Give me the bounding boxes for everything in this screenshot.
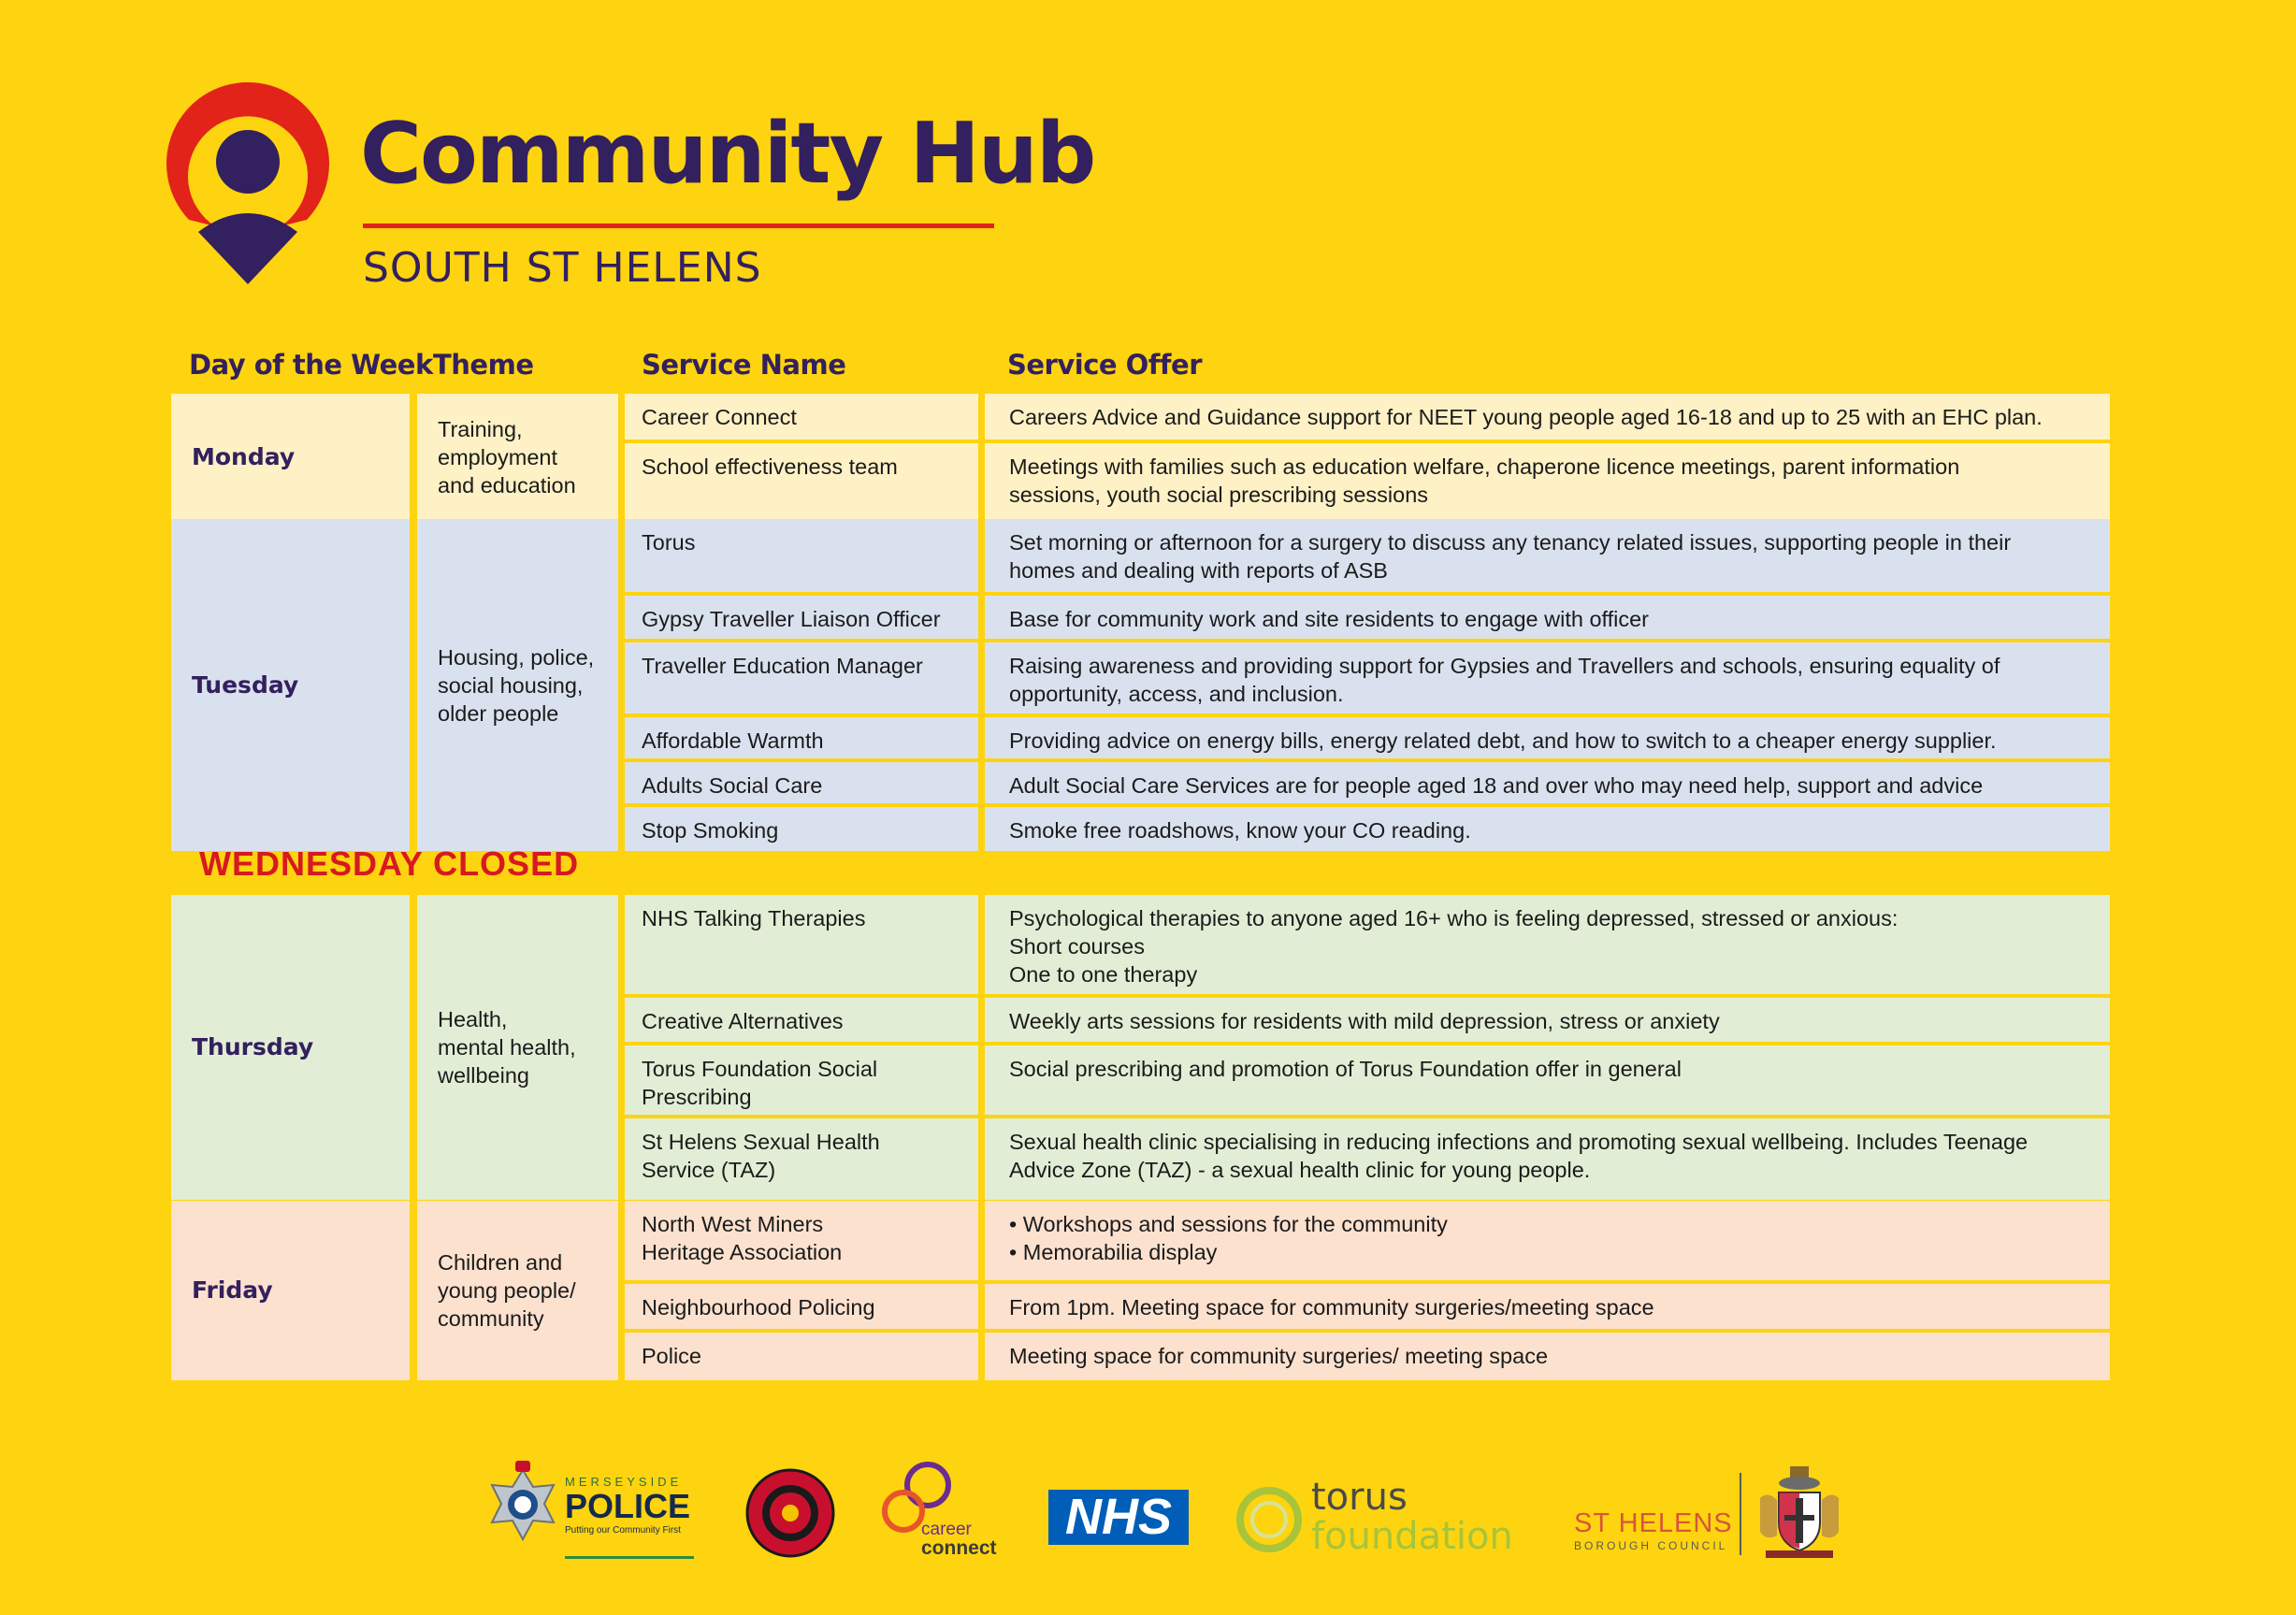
service-offer-cell: Sexual health clinic specialising in reducing infections and promoting sexual wellbeing. Includes Teenage Advice Zone (TAZ) - a sexual health clinic for young people. [985,1118,2110,1200]
service-name-cell: Stop Smoking [625,807,978,851]
council-line1: ST HELENS [1574,1508,1733,1538]
police-tagline: Putting our Community First [565,1525,681,1536]
theme-cell-tuesday: Housing, police, social housing, older people [417,519,618,851]
service-offer-cell: Raising awareness and providing support for Gypsies and Travellers and schools, ensuring equality of opportunity, access, and inclusion. [985,642,2110,714]
torus-foundation-logo [1311,1478,1513,1556]
service-name-cell: Creative Alternatives [625,998,978,1042]
career-connect-line2: connect [921,1537,997,1559]
service-offer-cell: Meetings with families such as education welfare, chaperone licence meetings, parent information sessions, youth social prescribing sessions [985,443,2110,520]
column-header-day: Day of the Week [189,349,433,381]
service-offer-cell: • Workshops and sessions for the community • Memorabilia display [985,1201,2110,1280]
theme-cell-friday: Children and young people/ community [417,1201,618,1380]
career-connect-logo [921,1521,997,1558]
service-name-cell: Affordable Warmth [625,717,978,758]
service-name-cell: Police [625,1333,978,1380]
theme-cell-thursday: Health, mental health, wellbeing [417,895,618,1200]
theme-cell-monday: Training, employment and education [417,394,618,520]
wednesday-closed-notice: WEDNESDAY CLOSED [199,844,580,883]
day-cell-friday: Friday [171,1201,410,1380]
community-hub-pin-icon [159,75,337,292]
service-offer-cell: Social prescribing and promotion of Torus Foundation offer in general [985,1045,2110,1115]
page-title: Community Hub [360,105,1095,203]
career-connect-line1: career [921,1520,972,1539]
service-offer-cell: Providing advice on energy bills, energy related debt, and how to switch to a cheaper energy supplier. [985,717,2110,758]
column-header-service-offer: Service Offer [1007,349,1203,381]
service-name-cell: St Helens Sexual Health Service (TAZ) [625,1118,978,1200]
service-name-cell: Traveller Education Manager [625,642,978,714]
service-name-cell: North West Miners Heritage Association [625,1201,978,1280]
service-offer-cell: Adult Social Care Services are for people aged 18 and over who may need help, support and advice [985,762,2110,803]
fire-rescue-badge-icon [745,1468,835,1558]
police-star-icon [484,1461,561,1554]
service-offer-cell: Base for community work and site residents to engage with officer [985,596,2110,639]
service-offer-cell: Careers Advice and Guidance support for NEET young people aged 16-18 and up to 25 with an EHC plan. [985,394,2110,440]
service-offer-cell: Meeting space for community surgeries/ meeting space [985,1333,2110,1380]
day-cell-tuesday: Tuesday [171,519,410,851]
torus-line2: foundation [1311,1515,1513,1558]
torus-line1: torus [1311,1476,1408,1519]
day-cell-monday: Monday [171,394,410,520]
service-offer-cell: Weekly arts sessions for residents with mild depression, stress or anxiety [985,998,2110,1042]
coat-of-arms-icon [1754,1466,1844,1560]
service-offer-cell: Set morning or afternoon for a surgery to discuss any tenancy related issues, supporting people in their homes and dealing with reports of ASB [985,519,2110,592]
column-header-service-name: Service Name [642,349,846,381]
police-main-text: POLICE [565,1487,691,1525]
council-divider [1740,1473,1741,1555]
service-name-cell: NHS Talking Therapies [625,895,978,994]
service-name-cell: Neighbourhood Policing [625,1284,978,1329]
service-name-cell: Gypsy Traveller Liaison Officer [625,596,978,639]
service-name-cell: Torus [625,519,978,592]
police-top-text: MERSEYSIDE [565,1475,683,1489]
service-name-cell: Career Connect [625,394,978,440]
service-offer-cell: From 1pm. Meeting space for community surgeries/meeting space [985,1284,2110,1329]
nhs-logo: NHS [1048,1490,1189,1545]
page-subtitle: SOUTH ST HELENS [363,244,762,292]
service-name-cell: Torus Foundation Social Prescribing [625,1045,978,1115]
service-offer-cell: Smoke free roadshows, know your CO reading. [985,807,2110,851]
service-offer-cell: Psychological therapies to anyone aged 16+ who is feeling depressed, stressed or anxious: Short courses One to one therapy [985,895,2110,994]
merseyside-police-logo [565,1476,694,1559]
st-helens-council-logo [1574,1509,1733,1554]
torus-ring-icon [1233,1483,1306,1556]
council-line2: BOROUGH COUNCIL [1574,1539,1728,1552]
day-cell-thursday: Thursday [171,895,410,1200]
column-header-theme: Theme [433,349,534,381]
service-name-cell: School effectiveness team [625,443,978,520]
title-underline [363,224,994,228]
service-name-cell: Adults Social Care [625,762,978,803]
